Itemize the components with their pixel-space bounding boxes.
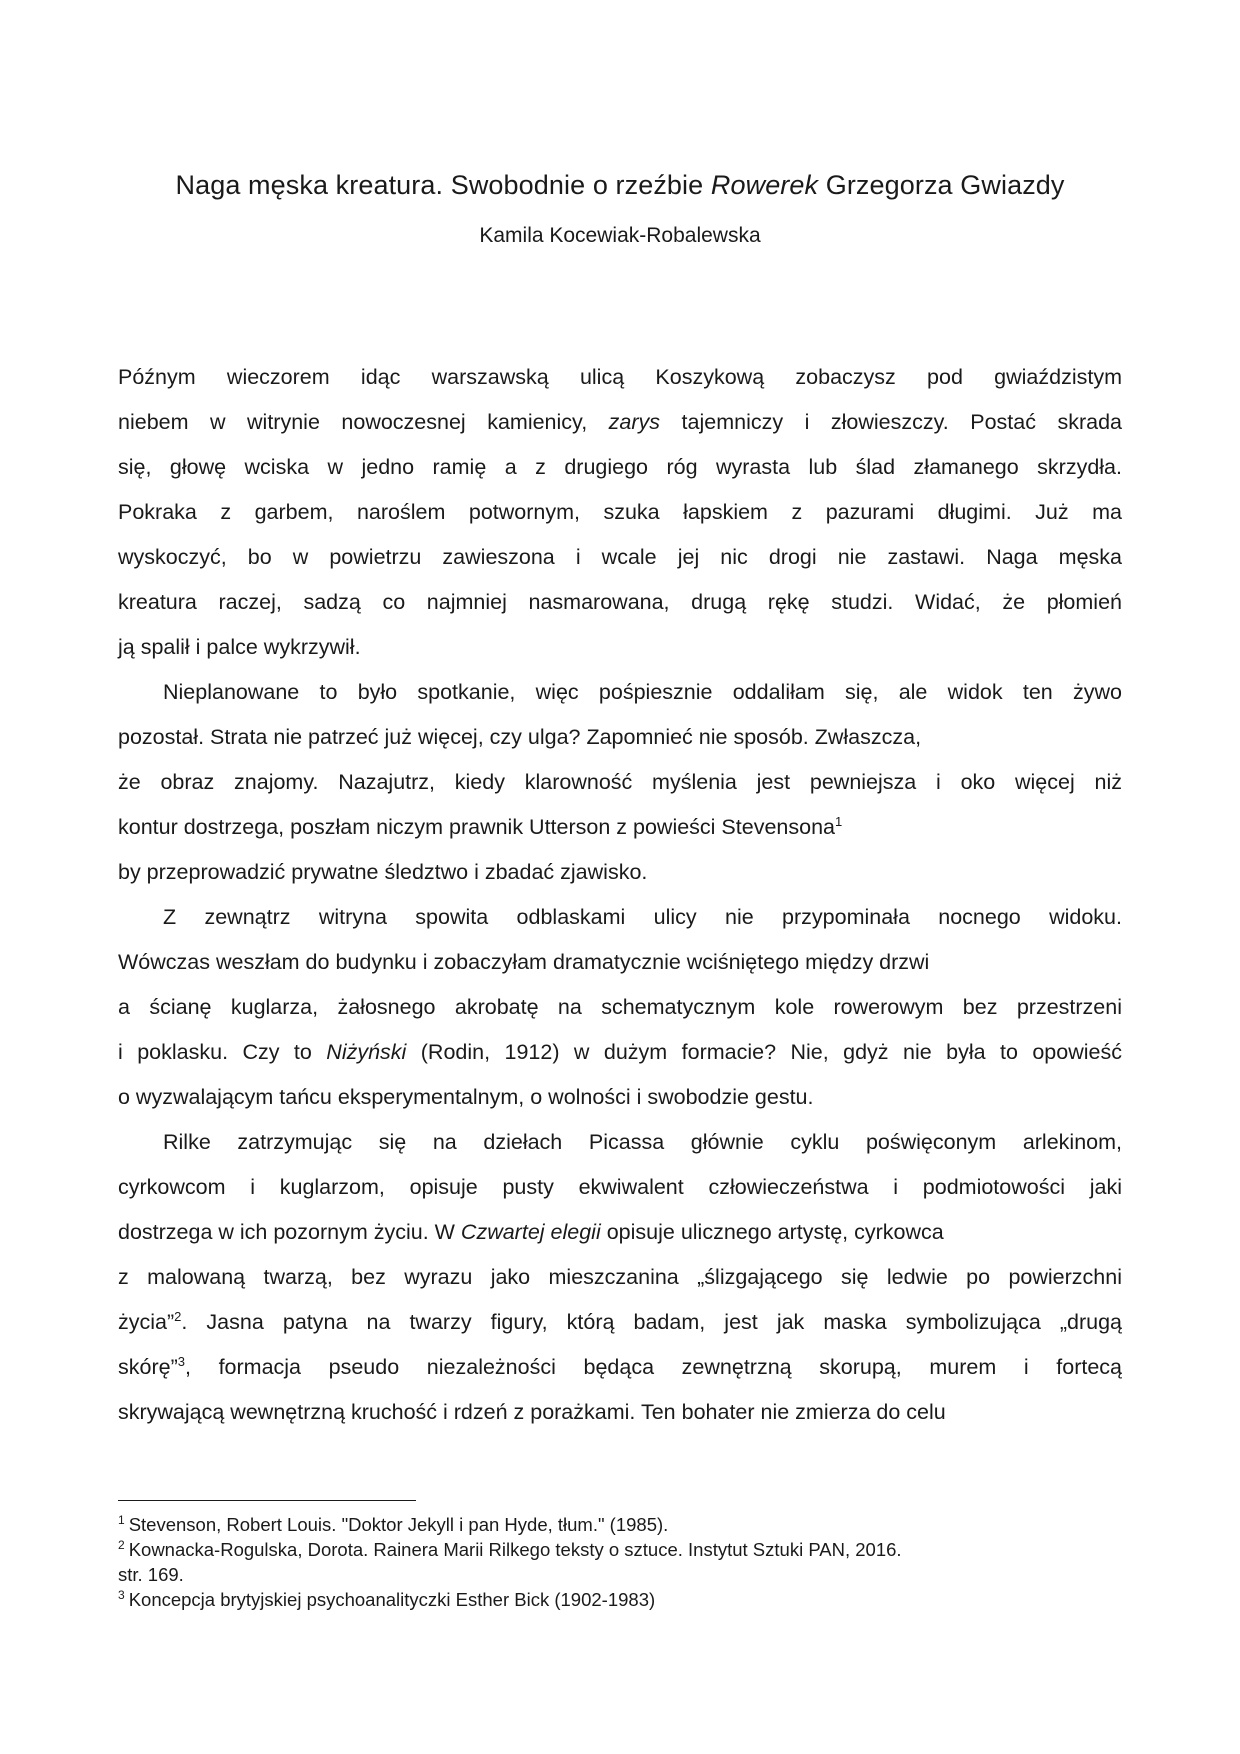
body-line: że obraz znajomy. Nazajutrz, kiedy klarowność myślenia jest pewniejsza i oko więcej niż: [118, 770, 1122, 794]
article-title: [0, 168, 1240, 202]
title-text: Naga męska kreatura. Swobodnie o rzeźbie: [175, 170, 711, 200]
body-line: niebem w witrynie nowoczesnej kamienicy, zarys tajemniczy i złowieszczy. Postać skrada: [118, 410, 1122, 434]
footnote-ref-2: 2: [174, 1308, 182, 1324]
body-line: ją spalił i palce wykrzywił.: [118, 635, 361, 659]
title-italic: Rowerek: [710, 170, 819, 200]
body-line: skrywającą wewnętrzną kruchość i rdzeń z porażkami. Ten bohater nie zmierza do celu: [118, 1400, 946, 1424]
footnote-2-continued: str. 169.: [118, 1564, 184, 1585]
body-line: Z zewnątrz witryna spowita odblaskami ulicy nie przypominała nocnego widoku.: [163, 905, 1122, 929]
body-line: cyrkowcom i kuglarzom, opisuje pusty ekwiwalent człowieczeństwa i podmiotowości jaki: [118, 1175, 1122, 1199]
body-line: życia”$^2$. Jasna patyna na twarzy figury, którą badam, jest jak maska symbolizująca „drugą: [118, 1308, 1122, 1334]
footnote-ref-1: 1: [835, 813, 843, 829]
body-line: o wyzwalającym tańcu eksperymentalnym, o wolności i swobodzie gestu.: [118, 1085, 814, 1109]
body-line: a ścianę kuglarza, żałosnego akrobatę na schematycznym kole rowerowym bez przestrzeni: [118, 995, 1122, 1019]
title-text-end: Grzegorza Gwiazdy: [818, 170, 1065, 200]
body-line: skórę”$^3$, formacja pseudo niezależności będąca zewnętrzną skorupą, murem i fortecą: [118, 1353, 1122, 1379]
body-line: dostrzega w ich pozornym życiu. W Czwartej elegii opisuje ulicznego artystę, cyrkowca: [118, 1220, 944, 1244]
body-line: kontur dostrzega, poszłam niczym prawnik Utterson z powieści Stevensona$^1$: [118, 813, 843, 839]
footnote-2: $^2$ Kownacka-Rogulska, Dorota. Rainera Marii Rilkego teksty o sztuce. Instytut Sztuki PAN, 2016.: [118, 1537, 902, 1560]
body-line: Wówczas weszłam do budynku i zobaczyłam dramatycznie wciśniętego między drzwi: [118, 950, 930, 974]
body-line: Późnym wieczorem idąc warszawską ulicą Koszykową zobaczysz pod gwiaździstym: [118, 365, 1122, 389]
body-line: z malowaną twarzą, bez wyrazu jako mieszczanina „ślizgającego się ledwie po powierzchni: [118, 1265, 1122, 1289]
footnote-ref-3: 3: [177, 1353, 185, 1369]
footnote-3: $^3$ Koncepcja brytyjskiej psychoanalityczki Esther Bick (1902-1983): [118, 1587, 656, 1610]
body-line: Rilke zatrzymując się na dziełach Picassa głównie cyklu poświęconym arlekinom,: [163, 1130, 1122, 1154]
footnote-divider: [118, 1500, 416, 1501]
body-line: i poklasku. Czy to Niżyński (Rodin, 1912) w dużym formacie? Nie, gdyż nie była to opowieść: [118, 1040, 1122, 1064]
body-line: wyskoczyć, bo w powietrzu zawieszona i wcale jej nic drogi nie zastawi. Naga męska: [118, 545, 1122, 569]
author-name: Kamila Kocewiak-Robalewska: [479, 224, 761, 247]
body-line: by przeprowadzić prywatne śledztwo i zbadać zjawisko.: [118, 860, 648, 884]
body-line: Nieplanowane to było spotkanie, więc pośpiesznie oddaliłam się, ale widok ten żywo: [163, 680, 1122, 704]
body-line: pozostał. Strata nie patrzeć już więcej, czy ulga? Zapomnieć nie sposób. Zwłaszcza,: [118, 725, 922, 749]
footnotes: [118, 1512, 1122, 1612]
article-body: [118, 355, 1122, 1435]
body-line: się, głowę wciska w jedno ramię a z drugiego róg wyrasta lub ślad złamanego skrzydła.: [118, 455, 1122, 479]
body-line: Pokraka z garbem, naroślem potwornym, szuka łapskiem z pazurami długimi. Już ma: [118, 500, 1122, 524]
footnote-1: $^1$ Stevenson, Robert Louis. "Doktor Jekyll i pan Hyde, tłum." (1985).: [118, 1512, 669, 1535]
body-line: kreatura raczej, sadzą co najmniej nasmarowana, drugą rękę studzi. Widać, że płomień: [118, 590, 1122, 614]
